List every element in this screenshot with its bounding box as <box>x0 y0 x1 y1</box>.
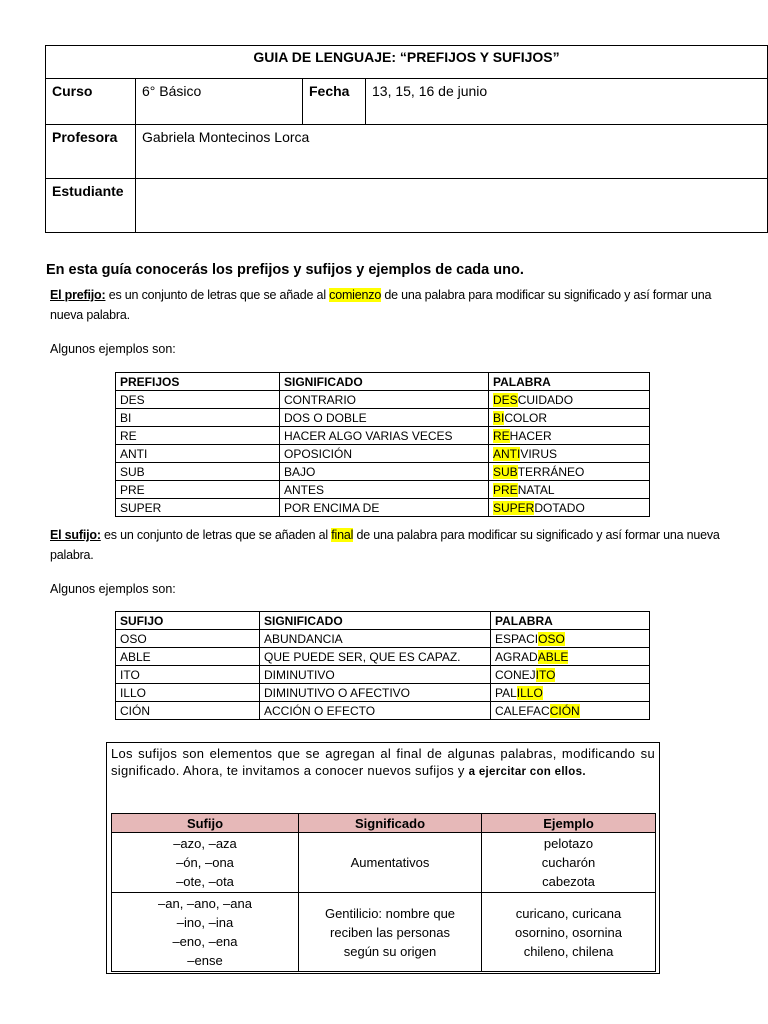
significado-cell <box>299 893 482 972</box>
significado-cell: ANTES <box>280 481 489 499</box>
palabra-cell <box>491 666 650 684</box>
significado-cell: DIMINUTIVO O AFECTIVO <box>260 684 491 702</box>
profesora-label: Profesora <box>46 125 136 179</box>
box-text: Los sufijos son elementos que se agregan al final de algunas palabras, modificando su significado. Ahora, te invitamos a conocer nuevos sufijos y <box>111 746 655 778</box>
table-row <box>116 409 650 427</box>
guide-title: GUIA DE LENGUAJE: “PREFIJOS Y SUFIJOS” <box>46 46 768 79</box>
table-row <box>116 391 650 409</box>
sufijo-definition <box>50 525 730 565</box>
prefijo-term: El prefijo: <box>50 288 106 302</box>
sufijo-cell: ITO <box>116 666 260 684</box>
ejemplo-line: chileno, chilena <box>523 943 614 959</box>
table-row <box>116 445 650 463</box>
table-row <box>116 481 650 499</box>
palabra-rest: CUIDADO <box>517 392 574 407</box>
ejemplo-line: curicano, curicana <box>515 905 622 921</box>
sufijo-line: –ón, –ona <box>176 855 234 870</box>
prefijo-cell: ANTI <box>116 445 280 463</box>
sufijo-text-1: es un conjunto de letras que se añaden al <box>100 528 332 542</box>
palabra-rest: VIRUS <box>520 446 558 461</box>
ejemplo-cell <box>482 833 656 893</box>
ejemplo-line: cabezota <box>542 874 595 889</box>
significado-cell: ACCIÓN O EFECTO <box>260 702 491 720</box>
ejemplo-line: pelotazo <box>543 836 594 851</box>
significado-cell: ABUNDANCIA <box>260 630 491 648</box>
prefijo-highlight: comienzo <box>329 288 382 302</box>
col-header: Ejemplo <box>482 814 656 833</box>
prefijo-cell: DES <box>116 391 280 409</box>
ejemplo-cell <box>482 893 656 972</box>
sufijos-table <box>115 611 650 720</box>
palabra-start: CONEJ <box>495 667 536 682</box>
significado-cell: DIMINUTIVO <box>260 666 491 684</box>
col-header: SIGNIFICADO <box>280 373 489 391</box>
sufijo-line: –eno, –ena <box>172 934 238 949</box>
table-row <box>112 893 656 972</box>
prefijo-cell: BI <box>116 409 280 427</box>
palabra-highlight: DES <box>493 392 518 407</box>
prefijo-cell: RE <box>116 427 280 445</box>
table-row <box>116 463 650 481</box>
sufijo-line: –ense <box>187 953 223 968</box>
intro-text: En esta guía conocerás los prefijos y sufijos y ejemplos de cada uno. <box>46 262 524 278</box>
significado-cell: POR ENCIMA DE <box>280 499 489 517</box>
header-table <box>45 45 768 233</box>
col-header: PALABRA <box>489 373 650 391</box>
significado-cell: HACER ALGO VARIAS VECES <box>280 427 489 445</box>
table-row <box>116 630 650 648</box>
sufijo-text-2: de una palabra para modificar su significado y así formar una nueva palabra. <box>50 528 720 562</box>
sufijos-nuevos-table <box>111 813 656 972</box>
significado-line: Gentilicio: nombre que <box>324 905 456 921</box>
palabra-start: AGRAD <box>495 649 538 664</box>
palabra-highlight: ILLO <box>516 685 543 700</box>
sufijo-line: –ote, –ota <box>176 874 234 889</box>
col-header: Significado <box>299 814 482 833</box>
palabra-cell <box>489 499 650 517</box>
col-header: PALABRA <box>491 612 650 630</box>
palabra-cell <box>489 445 650 463</box>
estudiante-field[interactable] <box>136 179 768 233</box>
palabra-cell <box>491 684 650 702</box>
table-row <box>116 499 650 517</box>
table-row <box>116 427 650 445</box>
significado-cell: BAJO <box>280 463 489 481</box>
palabra-highlight: ANTI <box>493 446 521 461</box>
col-header: SIGNIFICADO <box>260 612 491 630</box>
palabra-cell <box>489 463 650 481</box>
palabra-start: PAL <box>495 685 517 700</box>
palabra-rest: COLOR <box>504 410 548 425</box>
palabra-highlight: PRE <box>493 482 518 497</box>
prefijos-table <box>115 372 650 517</box>
palabra-cell <box>491 648 650 666</box>
palabra-highlight: ABLE <box>537 649 569 664</box>
sufijo-cell: ILLO <box>116 684 260 702</box>
significado-cell: QUE PUEDE SER, QUE ES CAPAZ. <box>260 648 491 666</box>
box-paragraph <box>111 745 655 781</box>
palabra-start: CALEFAC <box>495 703 550 718</box>
significado-line: Aumentativos <box>350 855 430 870</box>
table-row <box>112 833 656 893</box>
prefijo-text-2: de una palabra para modificar su significado y así formar una nueva palabra. <box>50 288 712 322</box>
significado-cell: CONTRARIO <box>280 391 489 409</box>
table-row <box>116 648 650 666</box>
palabra-rest: NATAL <box>517 482 555 497</box>
palabra-highlight: SUB <box>493 464 518 479</box>
sufijo-cell: ABLE <box>116 648 260 666</box>
palabra-cell <box>489 427 650 445</box>
sufijo-line: –ino, –ina <box>176 915 234 930</box>
prefijo-definition <box>50 285 730 325</box>
significado-cell <box>299 833 482 893</box>
palabra-cell <box>489 481 650 499</box>
palabra-highlight: CIÓN <box>549 703 580 718</box>
sufijo-cell <box>112 893 299 972</box>
table-row <box>116 666 650 684</box>
sufijo-highlight: final <box>331 528 354 542</box>
sufijo-line: –an, –ano, –ana <box>158 896 252 911</box>
sufijos-box <box>106 742 660 974</box>
ejemplo-line: osornino, osornina <box>515 924 622 940</box>
palabra-start: ESPACI <box>495 631 539 646</box>
palabra-rest: DOTADO <box>534 500 585 515</box>
fecha-value: 13, 15, 16 de junio <box>366 79 768 125</box>
prefijo-text-1: es un conjunto de letras que se añade al <box>105 288 330 302</box>
sufijo-line: –azo, –aza <box>173 836 237 851</box>
palabra-highlight: OSO <box>538 631 565 646</box>
table-row <box>116 702 650 720</box>
prefijo-cell: PRE <box>116 481 280 499</box>
palabra-highlight: ITO <box>535 667 556 682</box>
estudiante-label: Estudiante <box>46 179 136 233</box>
palabra-highlight: SUPER <box>493 500 535 515</box>
palabra-rest: TERRÁNEO <box>517 464 585 479</box>
prefijo-cell: SUPER <box>116 499 280 517</box>
palabra-cell <box>491 630 650 648</box>
palabra-cell <box>489 409 650 427</box>
sufijo-term: El sufijo: <box>50 528 101 542</box>
profesora-value: Gabriela Montecinos Lorca <box>136 125 768 179</box>
col-header: Sufijo <box>112 814 299 833</box>
significado-cell: OPOSICIÓN <box>280 445 489 463</box>
sufijo-cell: CIÓN <box>116 702 260 720</box>
curso-value: 6° Básico <box>136 79 303 125</box>
sufijo-cell <box>112 833 299 893</box>
col-header: SUFIJO <box>116 612 260 630</box>
palabra-cell <box>489 391 650 409</box>
ejemplo-line: cucharón <box>541 855 596 870</box>
palabra-rest: HACER <box>509 428 552 443</box>
col-header: PREFIJOS <box>116 373 280 391</box>
ejemplos-label-1: Algunos ejemplos son: <box>50 342 176 356</box>
significado-line: según su origen <box>343 943 437 959</box>
sufijo-cell: OSO <box>116 630 260 648</box>
palabra-highlight: RE <box>493 428 510 443</box>
ejemplos-label-2: Algunos ejemplos son: <box>50 582 176 596</box>
significado-cell: DOS O DOBLE <box>280 409 489 427</box>
curso-label: Curso <box>46 79 136 125</box>
box-bold-tail: a ejercitar con ellos. <box>468 766 586 778</box>
significado-line: reciben las personas <box>330 924 450 940</box>
palabra-cell <box>491 702 650 720</box>
fecha-label: Fecha <box>303 79 366 125</box>
prefijo-cell: SUB <box>116 463 280 481</box>
palabra-highlight: BI <box>493 410 505 425</box>
table-row <box>116 684 650 702</box>
